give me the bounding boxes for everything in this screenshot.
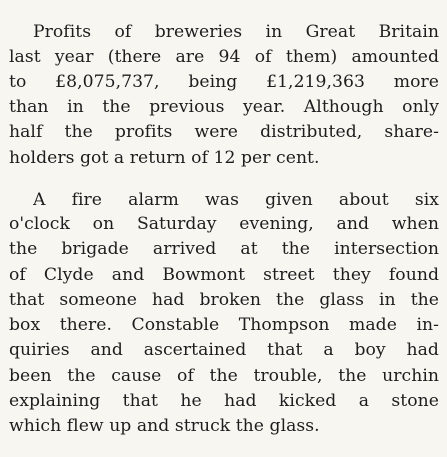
text-line: o'clock on Saturday evening, and when xyxy=(9,214,439,234)
text-line: box there. Constable Thompson made in- xyxy=(9,315,439,335)
text-line: been the cause of the trouble, the urchin xyxy=(9,366,439,386)
text-line: A fire alarm was given about six xyxy=(33,190,439,210)
text-line: last year (there are 94 of them) amounted xyxy=(9,47,439,67)
text-line: to £8,075,737, being £1,219,363 more xyxy=(9,72,439,92)
text-line: which flew up and struck the glass. xyxy=(9,416,320,436)
text-line: Profits of breweries in Great Britain xyxy=(33,22,439,42)
text-line: than in the previous year. Although only xyxy=(9,97,439,117)
text-line: explaining that he had kicked a stone xyxy=(9,391,439,411)
text-line: quiries and ascertained that a boy had xyxy=(9,340,439,360)
text-line: that someone had broken the glass in the xyxy=(9,290,439,310)
text-line: half the profits were distributed, share- xyxy=(9,122,439,142)
text-line: of Clyde and Bowmont street they found xyxy=(9,265,439,285)
text-line: holders got a return of 12 per cent. xyxy=(9,148,320,168)
text-line: the brigade arrived at the intersection xyxy=(9,239,439,259)
